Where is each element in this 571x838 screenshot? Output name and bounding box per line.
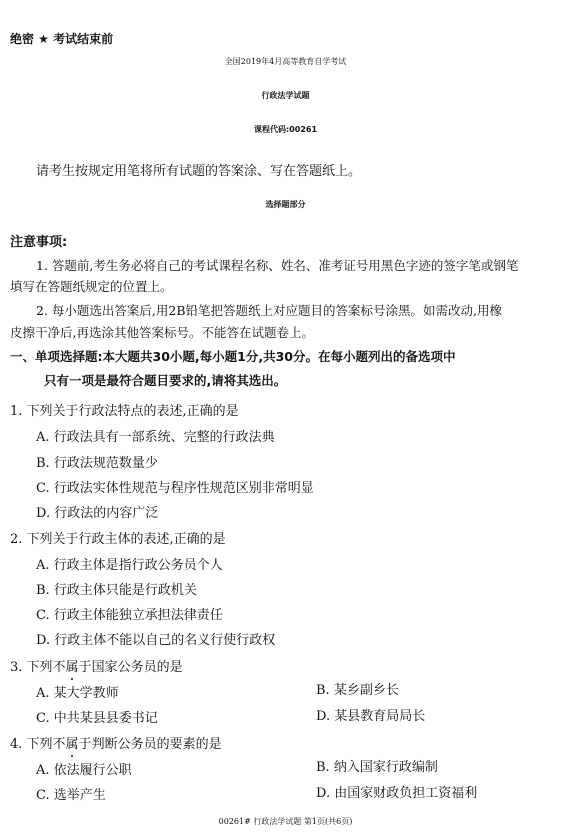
question-3-option-d: D. 某县教育局局长	[316, 709, 426, 724]
secret-label: 绝密 ★ 考试结束前	[10, 32, 114, 46]
intro-text: 请考生按规定用笔将所有试题的答案涂、写在答题纸上。	[36, 164, 362, 179]
question-2-option-a: A. 行政主体是指行政公务员个人	[36, 558, 223, 573]
part-one-line1: 一、单项选择题:本大题共30小题,每小题1分,共30分。在每小题列出的备选项中	[10, 349, 456, 364]
question-3-option-b: B. 某乡副乡长	[316, 683, 399, 698]
question-4-stem-suffix: 判断公务员的要素的是	[91, 737, 222, 752]
question-3-stem-suffix: 国家公务员的是	[91, 660, 183, 675]
question-1-stem: 1. 下列关于行政法特点的表述,正确的是	[10, 404, 239, 419]
notice-item1-line2: 填写在答题纸规定的位置上。	[10, 279, 173, 294]
notice-item1-line1: 1. 答题前,考生务必将自己的考试课程名称、姓名、准考证号用黑色字迹的签字笔或钢笔	[36, 258, 519, 273]
question-2-option-b: B. 行政主体只能是行政机关	[36, 583, 197, 598]
question-3-option-a: A. 某大学教师	[36, 686, 119, 701]
question-3-option-c: C. 中共某县县委书记	[36, 711, 158, 726]
question-2-option-c: C. 行政主体能独立承担法律责任	[36, 608, 223, 623]
section-title: 选择题部分	[265, 200, 306, 209]
question-4-stem-prefix: 4. 下列	[10, 737, 53, 752]
question-1-option-b: B. 行政法规范数量少	[36, 456, 158, 471]
question-3-stem-prefix: 3. 下列	[10, 660, 53, 675]
question-4-option-c: C. 选举产生	[36, 788, 106, 803]
notice-item2-line2: 皮擦干净后,再选涂其他答案标号。不能答在试题卷上。	[10, 325, 314, 340]
course-code: 课程代码:00261	[253, 125, 318, 134]
question-4-option-d: D. 由国家财政负担工资福利	[316, 786, 478, 801]
question-4-option-b: B. 纳入国家行政编制	[316, 760, 438, 775]
question-3-stem-emphasis: 不属于	[52, 660, 92, 675]
question-4-option-a: A. 依法履行公职	[36, 763, 132, 778]
question-3-stem	[10, 661, 183, 674]
question-1-option-c: C. 行政法实体性规范与程序性规范区别非常明显	[36, 481, 314, 496]
question-2-stem: 2. 下列关于行政主体的表述,正确的是	[10, 532, 226, 547]
question-4-stem	[10, 738, 222, 751]
part-one-line2: 只有一项是最符合题目要求的,请将其选出。	[44, 373, 287, 388]
question-1-option-d: D. 行政法的内容广泛	[36, 506, 159, 521]
page-footer: 00261# 行政法学试题 第1页(共6页)	[218, 817, 353, 826]
question-4-stem-emphasis: 不属于	[52, 737, 92, 752]
notice-heading: 注意事项:	[10, 235, 68, 250]
notice-item2-line1: 2. 每小题选出答案后,用2B铅笔把答题纸上对应题目的答案标号涂黑。如需改动,用橡	[36, 303, 502, 318]
question-1-option-a: A. 行政法具有一部系统、完整的行政法典	[36, 430, 275, 445]
subject-title: 行政法学试题	[261, 91, 310, 100]
question-2-option-d: D. 行政主体不能以自己的名义行使行政权	[36, 633, 276, 648]
exam-title: 全国2019年4月高等教育自学考试	[224, 57, 347, 66]
